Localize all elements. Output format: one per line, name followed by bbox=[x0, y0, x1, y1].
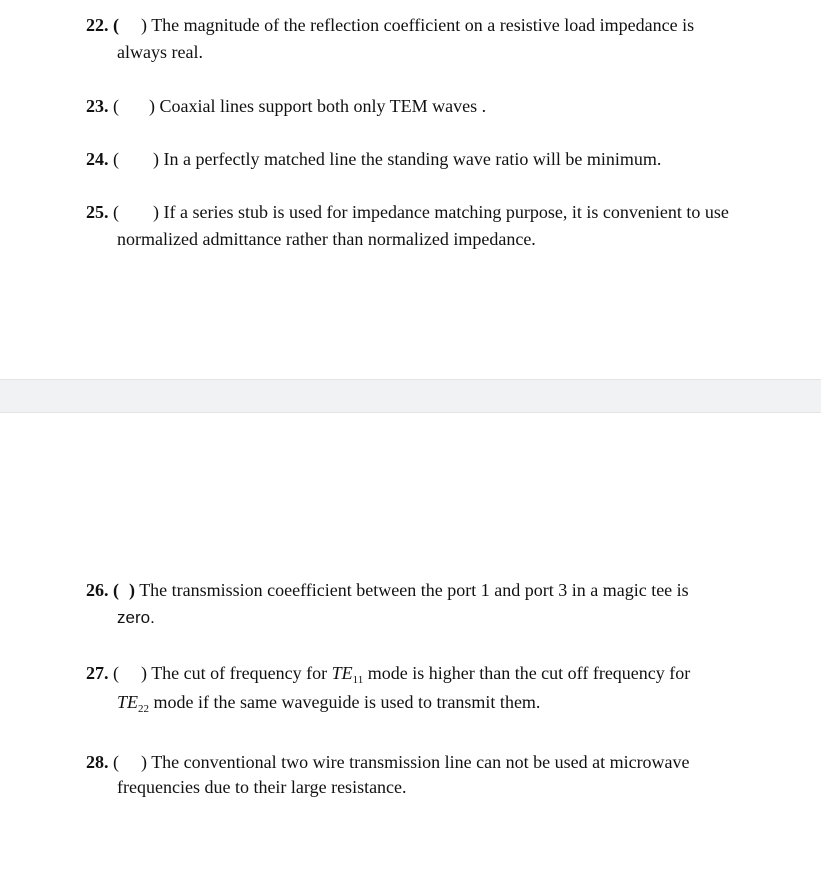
mode-te11-label: TE bbox=[331, 663, 353, 683]
answer-blank-close: ) bbox=[153, 149, 159, 169]
question-27 bbox=[86, 660, 690, 694]
answer-blank-open: ( bbox=[113, 96, 119, 116]
answer-blank-open: ( bbox=[113, 149, 119, 169]
page-separator bbox=[0, 379, 821, 413]
question-number: 23. bbox=[86, 96, 109, 116]
question-text-a: The cut of frequency for bbox=[151, 663, 332, 683]
answer-blank-close: ) bbox=[141, 752, 147, 772]
question-22-continuation: always real. bbox=[117, 42, 203, 62]
answer-blank-close: ) bbox=[149, 96, 155, 116]
question-24 bbox=[86, 146, 661, 173]
answer-blank-open: ( bbox=[113, 663, 119, 683]
mode-te11-subscript: 11 bbox=[352, 674, 364, 686]
question-number: 27. bbox=[86, 663, 109, 683]
question-text: In a perfectly matched line the standing wave ratio will be minimum. bbox=[163, 149, 662, 169]
question-text: Coaxial lines support both only TEM waves . bbox=[159, 96, 487, 116]
question-28 bbox=[86, 749, 690, 776]
question-number: 28. bbox=[86, 752, 109, 772]
question-number: 22. ( bbox=[86, 15, 119, 35]
question-27-continuation bbox=[117, 692, 540, 715]
question-text: The magnitude of the reflection coefficient on a resistive load impedance is bbox=[151, 15, 695, 35]
answer-blank-close: ) bbox=[141, 663, 147, 683]
question-23 bbox=[86, 93, 486, 120]
question-text: If a series stub is used for impedance matching purpose, it is convenient to use bbox=[163, 202, 729, 222]
question-22 bbox=[86, 12, 694, 39]
mode-te22-subscript: 22 bbox=[138, 703, 150, 715]
question-number: 26. ( bbox=[86, 580, 119, 600]
question-25 bbox=[86, 199, 729, 226]
question-text-c: mode if the same waveguide is used to transmit them. bbox=[149, 692, 541, 712]
question-text-b: mode is higher than the cut off frequency for bbox=[363, 663, 691, 683]
question-26-continuation: zero. bbox=[117, 608, 155, 627]
answer-blank-open: ( bbox=[113, 752, 119, 772]
question-text: The transmission coeefficient between the port 1 and port 3 in a magic tee is bbox=[139, 580, 689, 600]
question-26 bbox=[86, 577, 689, 604]
answer-blank-close: ) bbox=[141, 15, 147, 35]
question-25-continuation: normalized admittance rather than normalized impedance. bbox=[117, 229, 536, 249]
question-number: 25. bbox=[86, 202, 109, 222]
answer-blank-open: ( bbox=[113, 202, 119, 222]
question-text: The conventional two wire transmission line can not be used at microwave bbox=[151, 752, 690, 772]
answer-blank-close: ) bbox=[129, 580, 135, 600]
question-number: 24. bbox=[86, 149, 109, 169]
mode-te22-label: TE bbox=[117, 692, 139, 712]
answer-blank-close: ) bbox=[153, 202, 159, 222]
question-28-continuation: frequencies due to their large resistance. bbox=[117, 777, 407, 797]
